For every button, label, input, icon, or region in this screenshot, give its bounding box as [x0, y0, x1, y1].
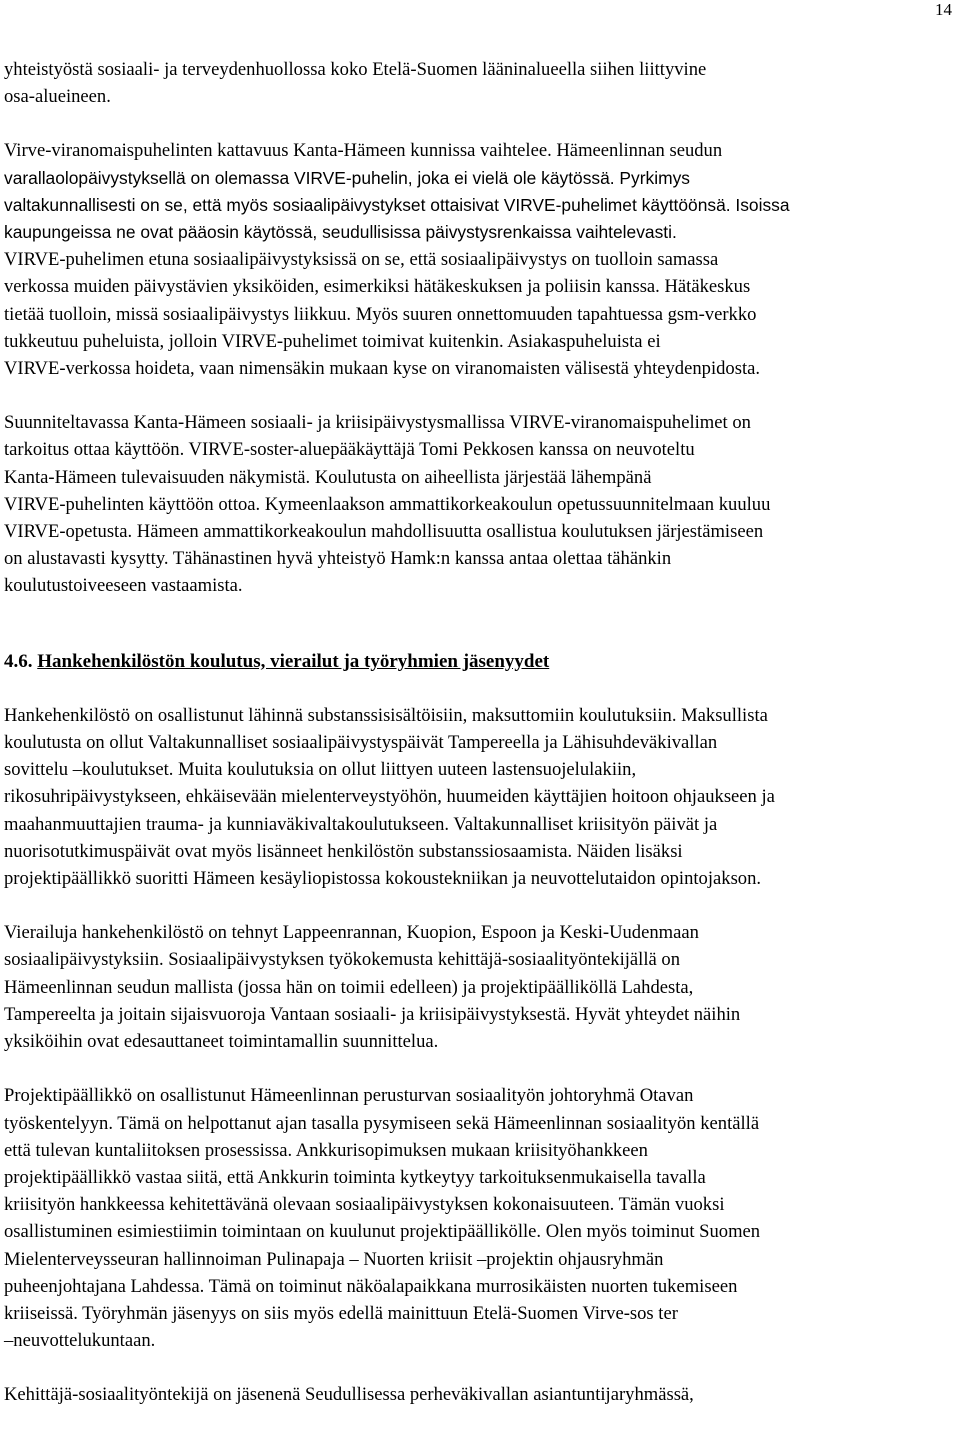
paragraph-visits — [4, 919, 958, 1055]
text-line: varallaolopäivystyksellä on olemassa VIRVE-puhelin, joka ei vielä ole käytössä. Pyrkimys — [4, 167, 690, 188]
text-line: sovittelu –koulutukset. Muita koulutuksia on ollut liittyen uuteen lastensuojelulakiin, — [4, 759, 637, 781]
text-line: Vierailuja hankehenkilöstö on tehnyt Lappeenrannan, Kuopion, Espoon ja Keski-Uudenmaan — [4, 922, 699, 944]
text-line: Kanta-Hämeen tulevaisuuden näkymistä. Koulutusta on aiheellista järjestää lähempänä — [4, 466, 652, 488]
text-line: kaupungeissa ne ovat pääosin käytössä, seudullisissa päivystysrenkaissa vaihtelevasti. — [4, 222, 677, 243]
paragraph-working-groups — [4, 1082, 958, 1354]
text-line: tietää tuolloin, missä sosiaalipäivystys liikkuu. Myös suuren onnettomuuden tapahtuessa gsm-verkko — [4, 303, 757, 325]
text-line: kriiseissä. Työryhmän jäsenyys on siis myös edellä mainittuun Etelä-Suomen Virve-sos ter — [4, 1302, 678, 1324]
text-line: rikosuhripäivystykseen, ehkäisevään mielenterveystyöhön, huumeiden käyttäjien hoitoon ohjaukseen ja — [4, 786, 775, 808]
text-line: valtakunnallisesti on se, että myös sosiaalipäivystykset ottaisivat VIRVE-puhelimet käyttöönsä. Isoissa — [4, 194, 790, 215]
text-line: työskentelyyn. Tämä on helpottanut ajan tasalla pysymiseen sekä Hämeenlinnan sosiaalityön kentällä — [4, 1112, 760, 1134]
text-line: Hankehenkilöstö on osallistunut lähinnä substanssisisältöisiin, maksuttomiin koulutuksiin. Maksullista — [4, 704, 768, 726]
section-heading — [4, 648, 958, 675]
text-line: Tampereelta ja joitain sijaisvuoroja Vantaan sosiaali- ja kriisipäivystyksestä. Hyvät yhteydet näihin — [4, 1003, 741, 1025]
text-line: VIRVE-puhelinten käyttöön ottoa. Kymeenlaakson ammattikorkeakoulun opetussuunnitelmaan kuuluu — [4, 493, 771, 515]
text-line: Hämeenlinnan seudun mallista (jossa hän on toimii edelleen) ja projektipäälliköllä Lahdesta, — [4, 976, 694, 998]
paragraph-virve-planning — [4, 409, 958, 599]
text-line: Kehittäjä-sosiaalityöntekijä on jäsenenä Seudullisessa perheväkivallan asiantuntijaryhmässä, — [4, 1384, 694, 1406]
text-line: puheenjohtajana Lahdessa. Tämä on toiminut näköalapaikkana murrosikäisten nuorten tukemiseen — [4, 1275, 738, 1297]
text-line: osa-alueineen. — [4, 86, 111, 108]
text-line: yksiköihin ovat edesauttaneet toimintamallin suunnittelua. — [4, 1031, 439, 1053]
text-line: osallistuminen esimiestiimin toimintaan on kuulunut projektipäällikölle. Olen myös toiminut Suomen — [4, 1221, 761, 1243]
text-line: tarkoitus ottaa käyttöön. VIRVE-soster-aluepääkäyttäjä Tomi Pekkosen kanssa on neuvoteltu — [4, 439, 695, 461]
text-line: projektipäällikkö suoritti Hämeen kesäyliopistossa kokoustekniikan ja neuvottelutaidon opintojakson. — [4, 868, 762, 890]
document-body — [4, 56, 958, 1436]
text-line: maahanmuuttajien trauma- ja kunniaväkivaltakoulutukseen. Valtakunnalliset kriisityön päivät ja — [4, 813, 718, 835]
section-number: 4.6. — [4, 650, 33, 672]
text-line: kriisityön hankkeessa kehitettävänä olevaan sosiaalipäivystyksen kokonaisuuteen. Tämän vuoksi — [4, 1194, 725, 1216]
text-line: verkossa muiden päivystävien yksiköiden, esimerkiksi hätäkeskuksen ja poliisin kanssa. Hätäkeskus — [4, 276, 751, 298]
text-line: Mielenterveysseuran hallinnoiman Pulinapaja – Nuorten kriisit –projektin ohjausryhmän — [4, 1248, 664, 1270]
paragraph-virve-coverage — [4, 137, 958, 382]
page-number: 14 — [935, 0, 952, 19]
text-line: yhteistyöstä sosiaali- ja terveydenhuollossa koko Etelä-Suomen lääninalueella siihen liittyvine — [4, 59, 707, 80]
text-line: VIRVE-verkossa hoideta, vaan nimensäkin mukaan kyse on viranomaisten välisestä yhteydenpidosta. — [4, 358, 761, 380]
text-line: tukkeutuu puheluista, jolloin VIRVE-puhelimet toimivat kuitenkin. Asiakaspuheluista ei — [4, 330, 661, 352]
text-line: on alustavasti kysytty. Tähänastinen hyvä yhteistyö Hamk:n kanssa antaa olettaa tähänkin — [4, 548, 672, 570]
text-line: projektipäällikkö vastaa siitä, että Ankkurin toiminta kytkeytyy tarkoituksenmukaisella tavalla — [4, 1166, 706, 1188]
text-line: Projektipäällikkö on osallistunut Hämeenlinnan perusturvan sosiaalityön johtoryhmä Otavan — [4, 1085, 694, 1107]
text-line: koulutusta on ollut Valtakunnalliset sosiaalipäivystyspäivät Tampereella ja Lähisuhdeväkivallan — [4, 732, 718, 754]
paragraph-training — [4, 702, 958, 892]
text-line: nuorisotutkimuspäivät ovat myös lisänneet henkilöstön substanssiosaamista. Näiden lisäksi — [4, 840, 683, 862]
text-line: –neuvottelukuntaan. — [4, 1330, 156, 1352]
text-line: VIRVE-opetusta. Hämeen ammattikorkeakoulun mahdollisuutta osallistua koulutuksen järjestämiseen — [4, 521, 764, 543]
text-line: sosiaalipäivystyksiin. Sosiaalipäivystyksen työkokemusta kehittäjä-sosiaalityöntekijällä on — [4, 949, 680, 971]
text-line: Virve-viranomaispuhelinten kattavuus Kanta-Hämeen kunnissa vaihtelee. Hämeenlinnan seudun — [4, 140, 723, 162]
text-line: VIRVE-puhelimen etuna sosiaalipäivystyksissä on se, että sosiaalipäivystys on tuolloin samassa — [4, 249, 719, 271]
section-title: Hankehenkilöstön koulutus, vierailut ja työryhmien jäsenyydet — [37, 650, 550, 672]
text-line: koulutustoiveeseen vastaamista. — [4, 575, 243, 597]
text-line: Suunniteltavassa Kanta-Hämeen sosiaali- ja kriisipäivystysmallissa VIRVE-viranomaispuhelimet on — [4, 412, 751, 434]
text-line: että tulevan kuntaliitoksen prosessissa. Ankkurisopimuksen mukaan kriisityöhankkeen — [4, 1139, 648, 1161]
paragraph-cooperation — [4, 56, 958, 110]
paragraph-developer-membership — [4, 1381, 958, 1408]
